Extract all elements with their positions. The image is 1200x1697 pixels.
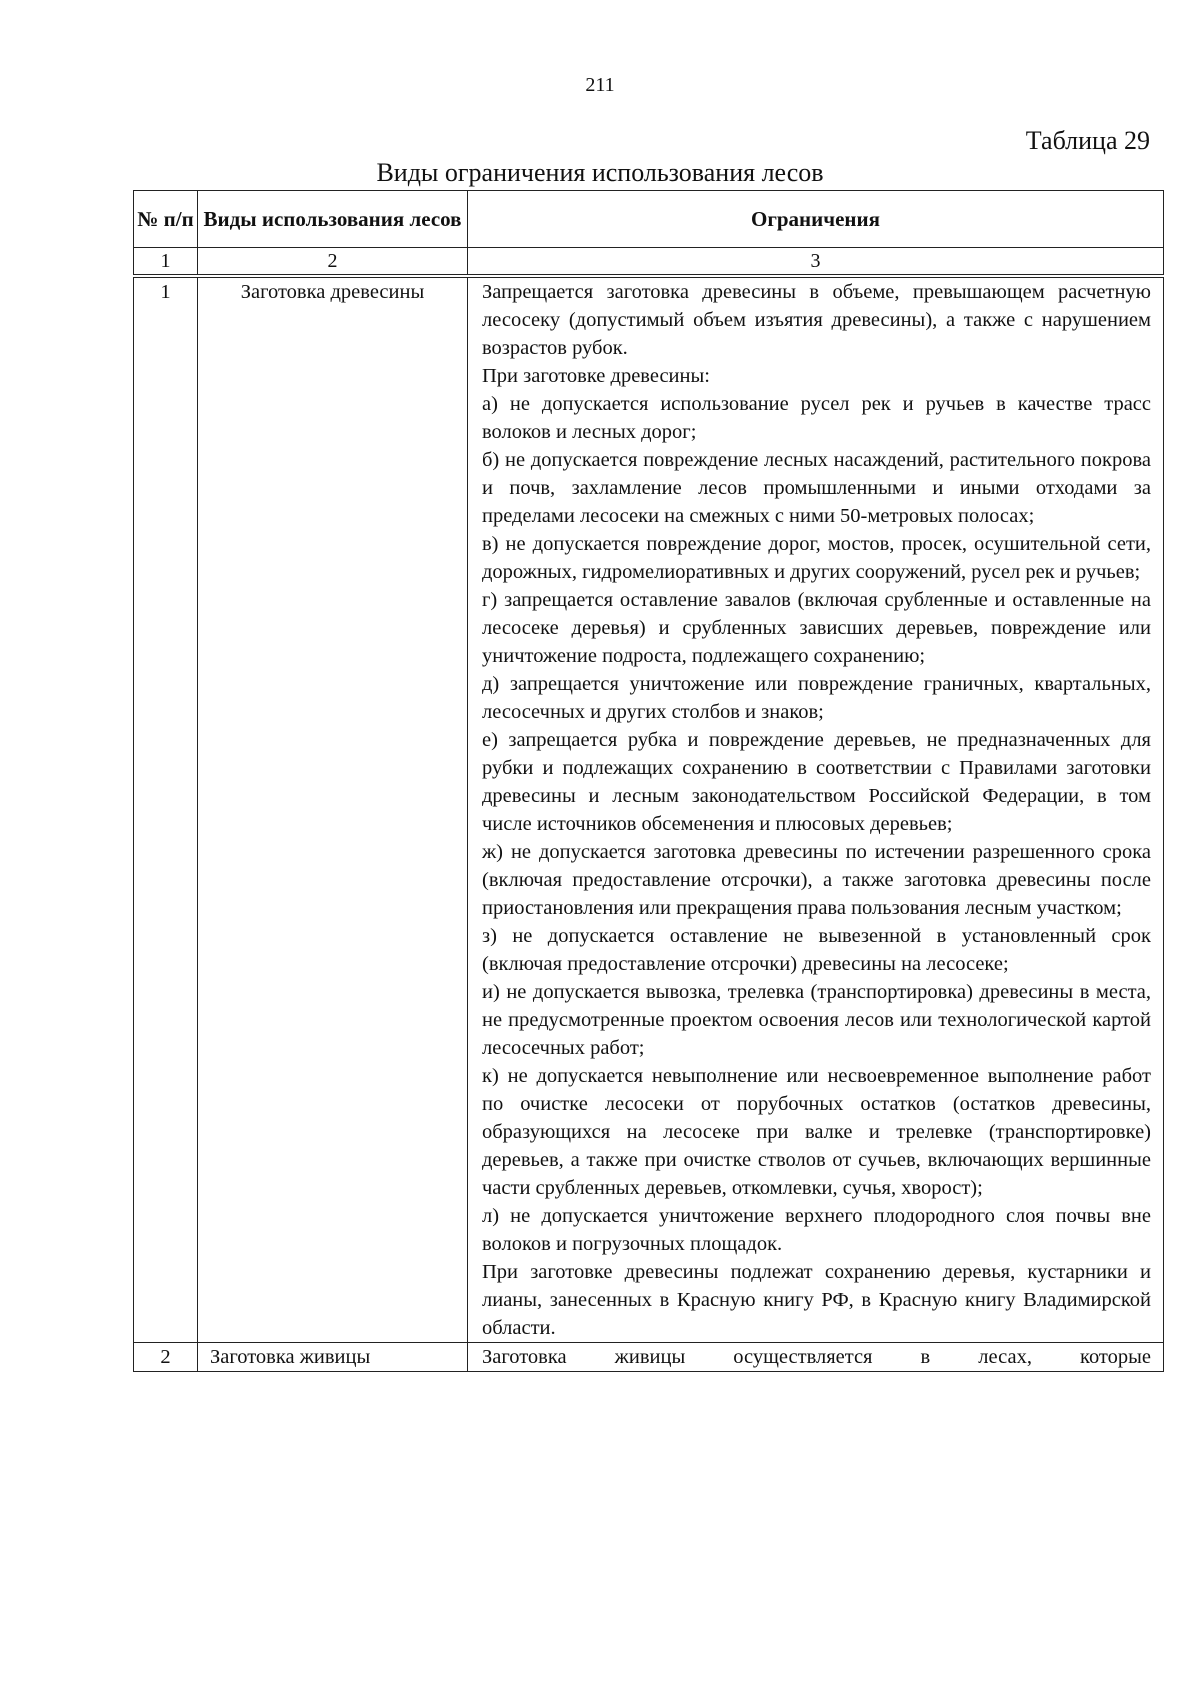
row-restrictions — [468, 276, 1164, 1343]
header-restrictions: Ограничения — [468, 191, 1164, 248]
column-number: 3 — [468, 248, 1164, 277]
restriction-paragraph: При заготовке древесины подлежат сохранению деревья, кустарники и лианы, занесенных в Красную книгу РФ, в Красную книгу Владимирской области. — [482, 1261, 1151, 1339]
restriction-paragraph: г) запрещается оставление завалов (включая срубленные и оставленные на лесосеке деревья) и срубленных зависших деревьев, повреждение или уничтожение подроста, подлежащего сохранению; — [482, 589, 1151, 667]
restriction-paragraph: в) не допускается повреждение дорог, мостов, просек, осушительной сети, дорожных, гидромелиоративных и других сооружений, русел рек и ручьев; — [482, 533, 1151, 583]
row-number: 1 — [134, 276, 198, 1343]
restriction-paragraph: к) не допускается невыполнение или несвоевременное выполнение работ по очистке лесосеки от порубочных остатков (остатков древесины, образующихся на лесосеке при валке и трелевке (транспортировке) деревьев, а также при очистке стволов от сучьев, включающих вершинные части срубленных деревьев, откомлевки, сучья, хворост); — [482, 1065, 1151, 1199]
restriction-paragraph: з) не допускается оставление не вывезенной в установленный срок (включая предоставление отсрочки) древесины на лесосеке; — [482, 925, 1151, 975]
page-number: 211 — [585, 74, 615, 96]
table-row — [134, 1343, 1164, 1372]
column-number: 1 — [134, 248, 198, 277]
restriction-paragraph: ж) не допускается заготовка древесины по истечении разрешенного срока (включая предоставление отсрочки), а также заготовка древесины после приостановления или прекращения права пользования лесным участком; — [482, 841, 1151, 919]
header-num: № п/п — [134, 191, 198, 248]
row-restrictions — [468, 1343, 1164, 1372]
table-label: Таблица 29 — [1025, 126, 1150, 155]
column-number-row — [134, 248, 1164, 277]
restriction-paragraph: При заготовке древесины: — [482, 365, 710, 387]
restriction-paragraph: б) не допускается повреждение лесных насаждений, растительного покрова и почв, захламление лесов промышленными и иными отходами за пределами лесосеки на смежных с ними 50-метровых полосах; — [482, 449, 1151, 527]
table-caption: Виды ограничения использования лесов — [376, 158, 824, 187]
restriction-paragraph: Заготовка живицы осуществляется в лесах, которые — [482, 1346, 1151, 1368]
restriction-paragraph: л) не допускается уничтожение верхнего плодородного слоя почвы вне волоков и погрузочных площадок. — [482, 1205, 1151, 1255]
restrictions-table — [133, 190, 1164, 1372]
restriction-paragraph: д) запрещается уничтожение или повреждение граничных, квартальных, лесосечных и других столбов и знаков; — [482, 673, 1151, 723]
restriction-paragraph: а) не допускается использование русел рек и ручьев в качестве трасс волоков и лесных дорог; — [482, 393, 1151, 443]
table-header-row — [134, 191, 1164, 248]
restriction-paragraph: и) не допускается вывозка, трелевка (транспортировка) древесины в места, не предусмотренные проектом освоения лесов или технологической картой лесосечных работ; — [482, 981, 1151, 1059]
row-use-type: Заготовка древесины — [198, 276, 468, 1343]
header-type: Виды использования лесов — [198, 191, 468, 248]
restriction-paragraph: Запрещается заготовка древесины в объеме, превышающем расчетную лесосеку (допустимый объем изъятия древесины), а также с нарушением возрастов рубок. — [482, 281, 1151, 359]
restriction-paragraph: е) запрещается рубка и повреждение деревьев, не предназначенных для рубки и подлежащих сохранению в соответствии с Правилами заготовки древесины и лесным законодательством Российской Федерации, в том числе источников обсеменения и плюсовых деревьев; — [482, 729, 1151, 835]
table-row — [134, 276, 1164, 1343]
column-number: 2 — [198, 248, 468, 277]
row-number: 2 — [134, 1343, 198, 1372]
row-use-type: Заготовка живицы — [198, 1343, 468, 1372]
